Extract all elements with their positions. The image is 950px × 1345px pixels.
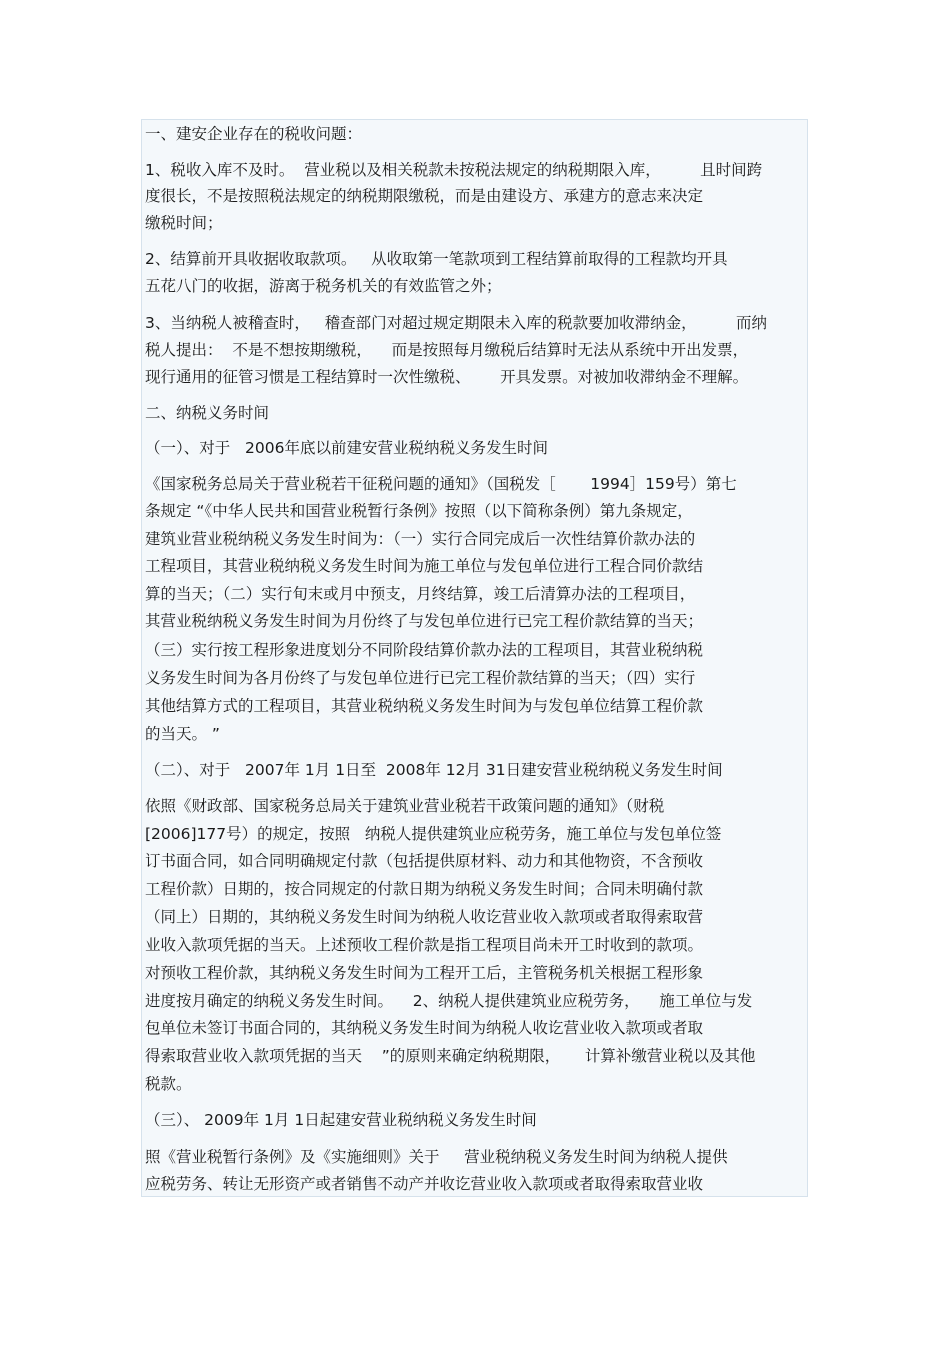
text-line: 工程项目，其营业税纳税义务发生时间为施工单位与发包单位进行工程合同价款结 [145, 557, 704, 575]
text-line: 的当天。 ” [145, 725, 220, 743]
text-line: （三）实行按工程形象进度划分不同阶段结算价款办法的工程项目，其营业税纳税 [145, 641, 704, 659]
text-line: [2006]177号）的规定，按照 纳税人提供建筑业应税劳务，施工单位与发包单位签 [145, 825, 722, 843]
text-line: 2、结算前开具收据收取款项。 从收取第一笔款项到工程结算前取得的工程款均开具 [145, 250, 728, 268]
text-line: （二）、对于 2007年 1月 1日至 2008年 12月 31日建安营业税纳税义务发生时间 [145, 761, 723, 779]
text-line: 业收入款项凭据的当天。上述预收工程价款是指工程项目尚未开工时收到的款项。 [145, 936, 704, 954]
text-line: 算的当天；（二）实行旬末或月中预支，月终结算，竣工后清算办法的工程项目， [145, 585, 696, 603]
text-line: （三）、 2009年 1月 1日起建安营业税纳税义务发生时间 [145, 1111, 537, 1129]
text-line: 其营业税纳税义务发生时间为月份终了与发包单位进行已完工程价款结算的当天； [145, 612, 704, 630]
text-line: 义务发生时间为各月份终了与发包单位进行已完工程价款结算的当天；（四）实行 [145, 669, 696, 687]
text-line: 应税劳务、转让无形资产或者销售不动产并收讫营业收入款项或者取得索取营业收 [145, 1175, 704, 1193]
text-line: 条规定 “《中华人民共和国营业税暂行条例》按照（以下简称条例）第九条规定， [145, 502, 693, 520]
text-line: 依照《财政部、国家税务总局关于建筑业营业税若干政策问题的通知》（财税 [145, 797, 665, 815]
text-line: 订书面合同，如合同明确规定付款（包括提供原材料、动力和其他物资，不含预收 [145, 852, 704, 870]
text-line: （同上）日期的，其纳税义务发生时间为纳税人收讫营业收入款项或者取得索取营 [145, 908, 704, 926]
text-line: 照《营业税暂行条例》及《实施细则》关于 营业税纳税义务发生时间为纳税人提供 [145, 1148, 728, 1166]
text-line: 对预收工程价款，其纳税义务发生时间为工程开工后，主管税务机关根据工程形象 [145, 964, 704, 982]
text-line: 工程价款）日期的，按合同规定的付款日期为纳税义务发生时间；合同未明确付款 [145, 880, 704, 898]
text-line: 建筑业营业税纳税义务发生时间为：（一）实行合同完成后一次性结算价款办法的 [145, 530, 696, 548]
text-line: 度很长，不是按照税法规定的纳税期限缴税，而是由建设方、承建方的意志来决定 [145, 187, 704, 205]
text-line: 1、税收入库不及时。 营业税以及相关税款未按税法规定的纳税期限入库， 且时间跨 [145, 161, 763, 179]
text-line: 包单位未签订书面合同的，其纳税义务发生时间为纳税人收讫营业收入款项或者取 [145, 1019, 704, 1037]
text-line: 税款。 [145, 1075, 192, 1093]
text-line: 一、建安企业存在的税收问题： [145, 125, 363, 143]
text-line: 进度按月确定的纳税义务发生时间。 2、纳税人提供建筑业应税劳务， 施工单位与发 [145, 992, 753, 1010]
text-line: 五花八门的收据，游离于税务机关的有效监管之外； [145, 277, 502, 295]
text-line: 其他结算方式的工程项目，其营业税纳税义务发生时间为与发包单位结算工程价款 [145, 697, 704, 715]
text-line: 税人提出： 不是不想按期缴税， 而是按照每月缴税后结算时无法从系统中开出发票， [145, 341, 749, 359]
text-line: 《国家税务总局关于营业税若干征税问题的通知》（国税发［ 1994］159号）第七 [145, 475, 737, 493]
document-body [141, 119, 808, 1197]
text-line: 3、当纳税人被稽查时， 稽查部门对超过规定期限未入库的税款要加收滞纳金， 而纳 [145, 314, 768, 332]
text-line: （一）、对于 2006年底以前建安营业税纳税义务发生时间 [145, 439, 548, 457]
text-line: 现行通用的征管习惯是工程结算时一次性缴税、 开具发票。对被加收滞纳金不理解。 [145, 368, 749, 386]
text-line: 二、纳税义务时间 [145, 404, 270, 422]
text-line: 得索取营业收入款项凭据的当天 ”的原则来确定纳税期限， 计算补缴营业税以及其他 [145, 1047, 756, 1065]
text-line: 缴税时间； [145, 214, 223, 232]
